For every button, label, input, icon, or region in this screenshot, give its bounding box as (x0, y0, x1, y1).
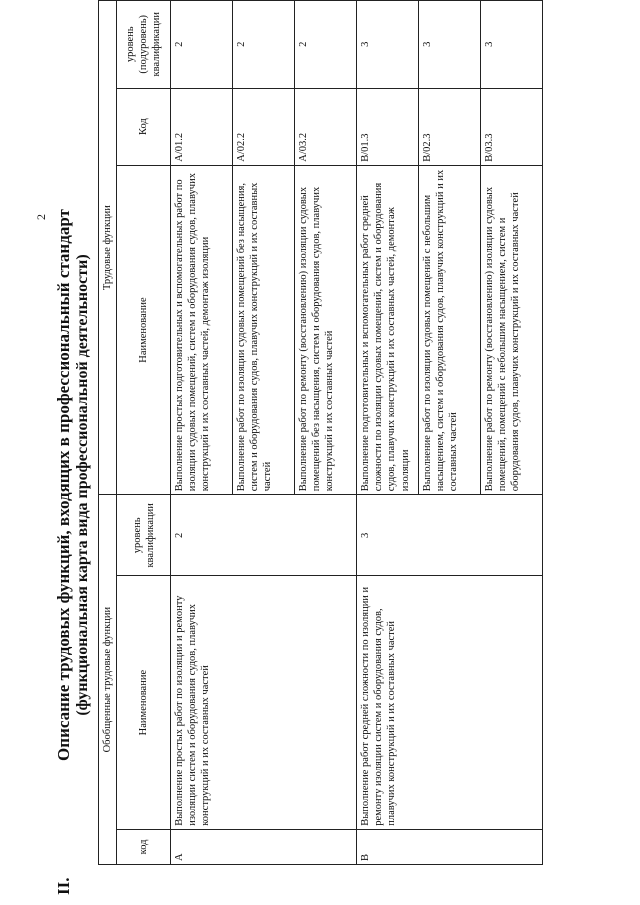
function-name: Выполнение работ по изоляции судовых помещений без насыщения, систем и оборудования судов, плавучих конструкций и их составных частей (233, 165, 295, 495)
function-level: 2 (171, 1, 233, 89)
header-generalized: Обобщенные трудовые функции (99, 495, 117, 865)
functional-map-table (98, 0, 543, 865)
function-level: 2 (233, 1, 295, 89)
function-code: B/02.3 (419, 88, 481, 165)
function-level: 3 (481, 1, 543, 89)
header-function-level: уровень (подуровень) квалификации (117, 1, 171, 89)
header-function-code: Код (117, 88, 171, 165)
function-code: B/03.3 (481, 88, 543, 165)
section-roman: II. (54, 877, 73, 895)
function-name: Выполнение работ по изоляции судовых помещений с небольшим насыщением, систем и оборудования судов, плавучих конструкций и их составных частей (419, 165, 481, 495)
function-code: A/02.2 (233, 88, 295, 165)
section-subtitle: (функциональная карта вида профессиональной деятельности) (74, 254, 91, 716)
header-name: Наименование (117, 576, 171, 829)
header-function-name: Наименование (117, 165, 171, 495)
function-level: 3 (419, 1, 481, 89)
function-level: 3 (357, 1, 419, 89)
section-title (54, 105, 74, 895)
group-level: 3 (357, 495, 543, 576)
group-code: B (357, 829, 543, 864)
group-name: Выполнение работ средней сложности по изоляции и ремонту изоляции систем и оборудования судов, плавучих конструкций и их составных частей (357, 576, 543, 829)
function-code: A/01.2 (171, 88, 233, 165)
header-level: уровень квалификации (117, 495, 171, 576)
section-title-text: Описание трудовых функций, входящих в профессиональный стандарт (54, 209, 73, 761)
header-code: код (117, 829, 171, 864)
function-code: B/01.3 (357, 88, 419, 165)
group-code: A (171, 829, 357, 864)
group-level: 2 (171, 495, 357, 576)
header-functions: Трудовые функции (99, 1, 117, 495)
function-name: Выполнение простых подготовительных и вспомогательных работ по изоляции судовых помещений, систем и оборудования судов, плавучих конструкций и их составных частей, демонтаж изоляции (171, 165, 233, 495)
group-name: Выполнение простых работ по изоляции и ремонту изоляции систем и оборудования судов, плавучих конструкций и их составных частей (171, 576, 357, 829)
page-number: 2 (34, 214, 48, 220)
table-row (357, 1, 419, 865)
table-row (171, 1, 233, 865)
function-name: Выполнение работ по ремонту (восстановлению) изоляции судовых помещений, помещений с небольшим насыщением, систем и оборудования судов, плавучих конструкций и их составных частей (481, 165, 543, 495)
function-level: 2 (295, 1, 357, 89)
function-name: Выполнение работ по ремонту (восстановлению) изоляции судовых помещений без насыщения, систем и оборудования судов, плавучих конструкций и их составных частей (295, 165, 357, 495)
function-code: A/03.2 (295, 88, 357, 165)
function-name: Выполнение подготовительных и вспомогательных работ средней сложности по изоляции судовых помещений, систем и оборудования судов, плавучих конструкций и их составных частей, демонтаж изоляции (357, 165, 419, 495)
